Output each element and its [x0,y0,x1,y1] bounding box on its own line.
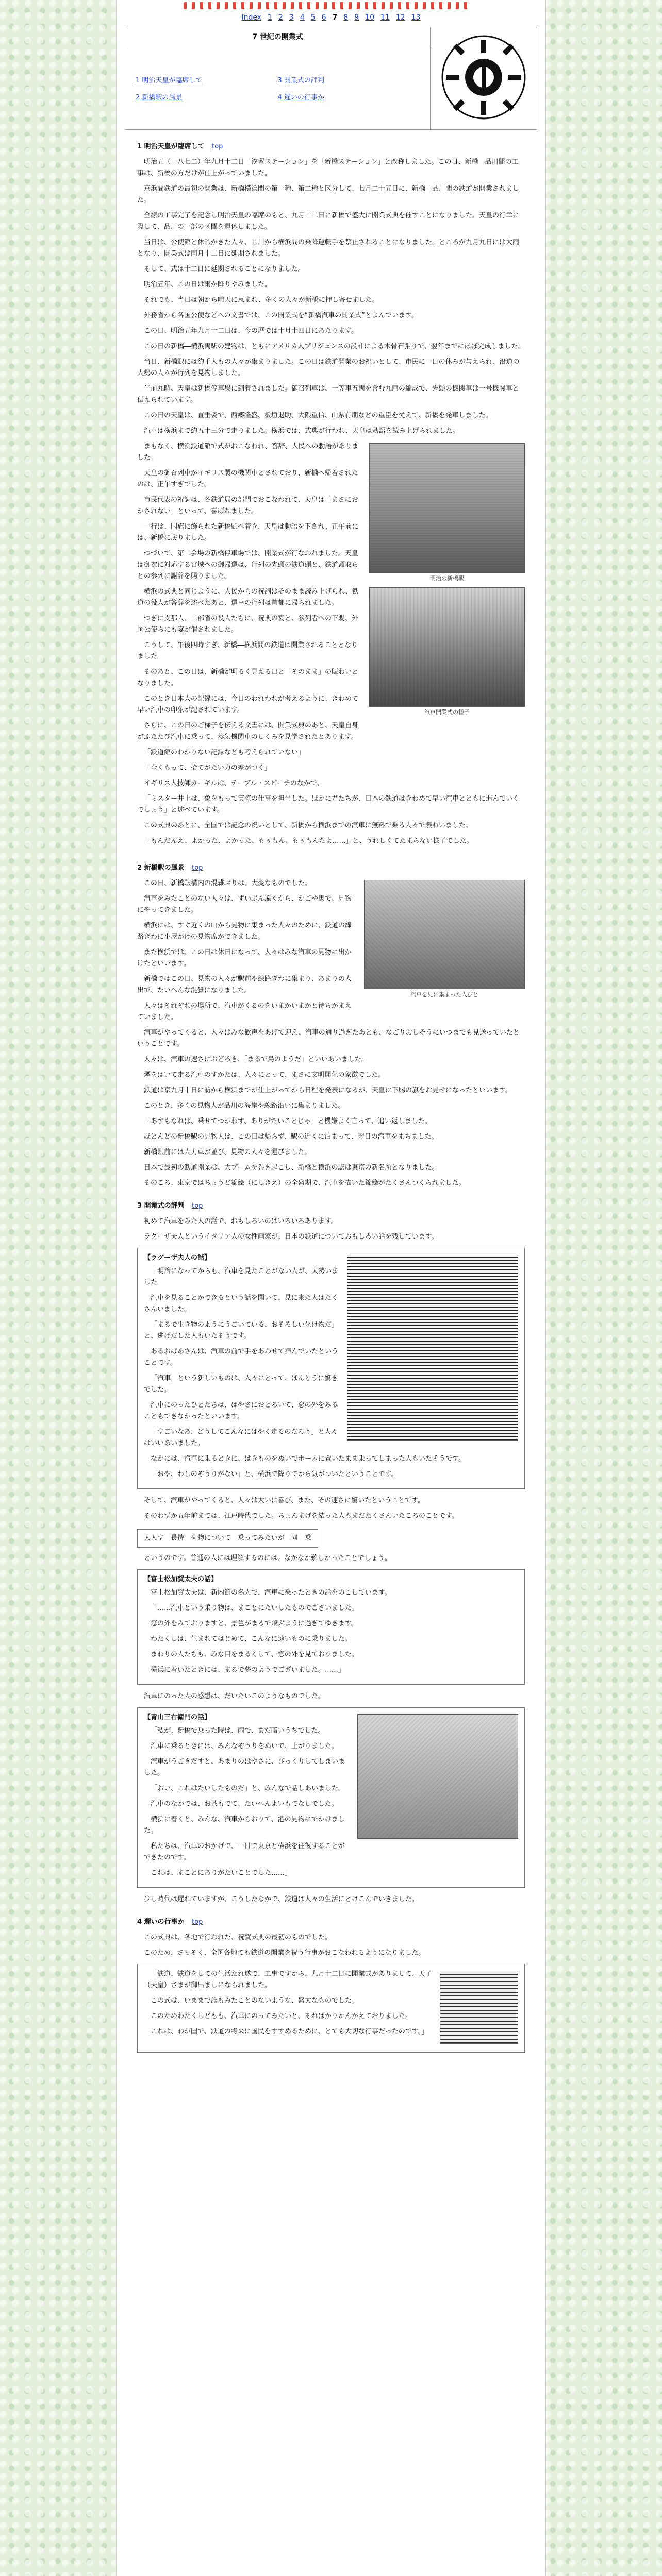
paragraph: この式典のあとに、全国では記念の祝いとして、新橋から横浜までの汽車に無料で乗る人々で賑わいました。 [144,822,472,829]
quote-title: 【富士松加賀太夫の話】 [144,1575,218,1583]
quote-box-section-4 [137,1964,525,2053]
section-3-heading [137,1200,525,1212]
photo-figure-2 [364,880,525,1001]
paragraph: 「鉄道館のわかりない記録なども考えられていない」 [144,749,305,756]
nav-page-link-9[interactable]: 9 [354,13,359,22]
quote-line: 私たちは、汽車のおかげで、一日で東京と横浜を往復することができたのです。 [144,1842,345,1861]
nav-page-link-13[interactable]: 13 [411,13,421,22]
emblem-cell [431,27,537,130]
photo-shinbashi-station [369,443,525,573]
quote-line: 汽車がうごきだすと、あまりのはやさに、びっくりしてしまいました。 [144,1758,345,1777]
paragraph: そのわずか五年前までは、江戸時代でした。ちょんまげを結った人もまだたくさんいたころのことです。 [144,1512,458,1520]
paragraph: まもなく、横浜鉄道館で式がおこなわれ、答辞、人民への勅語がありました。 [137,443,359,462]
section-3-after-box: というのです。普通の人には理解するのには、なかなか難しかったことでしょう。 [144,1554,391,1562]
paragraph: イギリス人技師カーギルは、テーブル・スピーチのなかで、 [144,779,324,787]
paragraph: 人々は、汽車の速さにおどろき、「まるで鳥のようだ」といいあいました。 [144,1056,368,1063]
quote-body [144,1587,518,1676]
notice-box: 大人す 長持 荷物について 乗ってみたいが 同 乗 [137,1529,318,1548]
paragraph: そして、式は十二日に延期されることになりました。 [144,265,305,273]
paragraph: 人々はそれぞれの場所で、汽車がくるのをいまかいまかと待ちかまえていました。 [137,1002,352,1021]
paragraph: 汽車は横浜まで約五十三分で走りました。横浜では、式典が行われ、天皇は勅語を読み上げられました。 [144,427,459,435]
paragraph: 当日は、公使館と休暇がきた人々、品川から横浜間の乗降運転手を禁止されることになりました。ところが九月九日には大雨となり、開業式は同月十二日に延期されました。 [137,239,520,258]
quote-line: このためわたくしどもも、汽車にのってみたいと、そればかりかんがえておりました。 [151,2012,412,2020]
railway-emblem-icon [440,33,527,121]
paragraph: この日の天皇は、直垂姿で、西郷隆盛、板垣退助、大隈重信、山県有朋などの重臣を従えて、新橋を発車しました。 [144,412,492,419]
quote-line: 「鉄道、鉄道をしての生活たれ遂で、工事ですから、九月十二日に開業式がありまして、天子（天皇）さまが御出ましになられました。 [144,1970,432,1989]
section-1-title: 1 明治天皇が臨席して [137,143,205,150]
paragraph: 明治五年、この日は雨が降りやみました。 [144,281,272,289]
photo-figure-4 [440,1971,518,2044]
section-3-title: 3 開業式の評判 [137,1202,185,1210]
paragraph: このため、さっそく、全国各地でも鉄道の開業を祝う行事がおこなわれるようになりました。 [144,1949,425,1957]
nav-page-link-6[interactable]: 6 [321,13,326,22]
quote-line: 横浜に着いたときには、まるで夢のようでございました。……」 [151,1666,345,1674]
nav-page-link-12[interactable]: 12 [395,13,405,22]
paragraph: 汽車をみたことのない人々は、ずいぶん遠くから、かごや馬で、見物にやってきました。 [137,895,352,914]
nav-page-link-10[interactable]: 10 [365,13,374,22]
nav-page-link-4[interactable]: 4 [300,13,305,22]
quote-box-fujimatsu [137,1569,525,1685]
paragraph: また横浜では、この日は休日になって、人々はみな汽車の見物に出かけたといいます。 [137,948,352,968]
quote-line: 「まるで生き物のようにうごいている、おそろしい化け物だ」と、逃げだした人もいたそうです。 [144,1321,338,1340]
quote-line: 「……汽車という乗り物は、まことにたいしたものでございました。 [151,1604,359,1612]
chapter-title: 7 世紀の開業式 [125,27,431,46]
paragraph: そのあと、この日は、新橋が明るく見える日と「そのまま」の賑わいとなりました。 [137,668,359,687]
section-3-intro-2: ラグーザ夫人というイタリア人の女性画家が、日本の鉄道についておもしろい話を残しています。 [144,1233,438,1241]
section-2-title: 2 新橋駅の風景 [137,864,185,872]
paragraph: つぎに支那人、工部省の役人たちに、祝典の宴と、参列者への下賜、外国公使らにも宴が催されました。 [137,615,359,634]
paragraph: 横浜の式典と同じように、人民からの祝詞はそのまま読み上げられ、鉄道の役人が答辞を述べたあと、還幸の行列は首都に帰られました。 [137,588,359,607]
back-to-top-link[interactable]: top [192,864,203,872]
toc-link-2[interactable]: 3 開業式の評判 [277,76,324,84]
paragraph: こうして、午後四時すぎ、新橋―横浜間の鉄道は開業されることとなりました。 [137,641,358,660]
paragraph: さらに、この日のご様子を伝える文書には、開業式典のあと、天皇自身がふたたび汽車に乗って、蒸気機関車のしくみを見学されたとあります。 [137,722,359,741]
quote-line: 汽車のなかでは、お茶もでて、たいへんよいもてなしでした。 [151,1800,338,1808]
quote-line: 「おい、これはたいしたものだ」と、みんなで話しあいました。 [151,1785,345,1792]
page-container [116,0,546,2576]
quote-line: 「おや、わしのぞうりがない」と、横浜で降りてから気がついたということです。 [151,1470,398,1478]
quote-box-aoyama [137,1707,525,1888]
paragraph: この式典は、各地で行われた、祝賀式典の最初のものでした。 [144,1934,332,1941]
paragraph: この日、明治五年九月十二日は、今の暦では十月十四日にあたります。 [144,327,358,335]
toc-list [130,60,425,116]
nav-page-link-7[interactable]: 7 [332,13,338,22]
section-3-end: 少し時代は遅れていますが、こうしたなかで、鉄道は人々の生活にとけこんでいきました。 [144,1895,419,1903]
quote-line: なかには、汽車に乗るときに、はきものをぬいでホームに置いたまま乗ってしまった人もいたそうです。 [151,1455,465,1463]
quote-line: 「私が、新橋で乗った時は、雨で、まだ暗いうちでした。 [151,1727,325,1735]
quote-line: 汽車に乗るときには、みんなぞうりをぬいで、上がりました。 [151,1742,338,1750]
paragraph: 鉄道は京九月十日に訪から横浜までが仕上がってから日程を発表になるが、天皇に下賜の旗をお見せになったといいます。 [144,1087,512,1094]
paragraph: ほとんどの新橋駅の見物人は、この日は帰らず、駅の近くに泊まって、翌日の汽車をまちました。 [144,1133,438,1141]
illustration-figure [347,1255,518,1441]
quote-line: 汽車にのったひとたちは、はやさにおどろいて、窓の外をみることもできなかったといいます。 [144,1401,338,1420]
quote-line: 「すごいなあ、どうしてこんなにはやく走るのだろう」と人々はいいあいました。 [144,1428,338,1447]
nav-page-link-8[interactable]: 8 [343,13,349,22]
toc-link-1[interactable]: 1 明治天皇が臨席して [136,76,203,84]
paragraph: 煙をはいて走る汽車のすがたは、人々にとって、まさに文明開化の象徴でした。 [144,1071,385,1079]
paragraph: 日本で最初の鉄道開業は、大ブームを巻き起こし、新橋と横浜の駅は東京の新名所となりました。 [144,1164,439,1172]
section-2-heading [137,862,525,874]
paragraph: 全線の工事完了を記念し明治天皇の臨席のもと、九月十二日に新橋で盛大に開業式典を催すことになりました。天皇の行幸に際して、品川の一部の区間を運休しました。 [137,212,520,231]
paragraph: 当日、新橋駅には約千人もの人々が集まりました。この日は鉄道開業のお祝いとして、市民に一日の休みが与えられ、沿道の大勢の人々が行列を見物しました。 [137,358,520,377]
quote-line: この式は、いままで誰もみたことのないような、盛大なものでした。 [151,1997,359,2005]
paragraph: 新橋ではこの日、見物の人々が駅前や線路ぎわに集まり、あまりの人出で、たいへんな混雑になりました。 [137,975,352,994]
section-3-body-mid [137,1495,525,1522]
quote-line: これは、わが国で、鉄道の将来に国民をすすめるために、とても大切な行事だったのです。」 [151,2028,428,2036]
quote-line: 汽車を見ることができるという話を聞いて、見に来た人はたくさんいました。 [144,1294,338,1313]
section-2-body-after [137,1085,525,1189]
section-3-after-quote-2: 汽車にのった人の感想は、だいたいこのようなものでした。 [144,1692,325,1700]
photo-caption: 汽車開業式の様子 [424,709,470,716]
paragraph: このとき日本人の記録には、今日のわれわれが考えるように、きわめて早い汽車の印象が記されています。 [137,695,359,714]
paragraph: 京浜間鉄道の最初の開業は、新橋横浜間の第一種、第二種と区分して、七月二十五日に、新橋―品川間の鉄道が開業されました。 [137,185,519,204]
paragraph: そのころ、東京ではちょうど錦絵（にしきえ）の全盛期で、汽車を描いた錦絵がたくさんつくられました。 [144,1179,466,1187]
chapter-header [125,27,537,130]
photo-caption: 明治の新橋駅 [430,575,464,582]
quote-line: 「明治になってからも、汽車を見たことがない人が、大勢いました。 [144,1267,339,1286]
photo-figure-1 [369,443,525,718]
paragraph: 新橋駅前には人力車が並び、見物の人々を運びました。 [144,1148,311,1156]
toc-cell [125,46,431,130]
quote-box-ragusa [137,1248,525,1489]
quote-line: わたくしは、生まれてはじめて、こんなに速いものに乗りました。 [151,1635,352,1643]
decorative-top-border [184,2,472,9]
paragraph: 「全くもって、拾てがたい力の差がつく」 [144,764,271,772]
quote-title: 【青山三右衛門の話】 [144,1714,211,1721]
paragraph: 天皇の御召列車がイギリス製の機関車とされており、新橋へ帰着されたのは、正午すぎでした。 [137,469,358,488]
nav-page-link-2[interactable]: 2 [278,13,283,22]
paragraph: 一行は、国旗に飾られた新橋駅へ着き、天皇は勅語を下され、正午前には、新橋に戻りました。 [137,523,359,542]
paragraph: 市民代表の祝詞は、各鉄道局の部門でおこなわれて、天皇は「まさにおかされない」といって、喜ばれました。 [137,496,358,515]
nav-page-link-1[interactable]: 1 [268,13,272,22]
section-3-intro: 初めて汽車をみた人の話で、おもしろいのはいろいろあります。 [144,1217,338,1225]
quote-line: あるおばあさんは、汽車の前で手をあわせて拝んでいたということです。 [144,1348,339,1367]
nav-page-link-3[interactable]: 3 [289,13,294,22]
quote-line: まわりの人たちも、みな目をまるくして、窓の外を見ておりました。 [151,1651,358,1658]
paragraph: そして、汽車がやってくると、人々は大いに喜び、また、その速さに驚いたということです。 [144,1497,425,1504]
section-1-heading [137,141,525,152]
paragraph: つづいて、第二会場の新橋停車場では、開業式が行なわれました。天皇は御衣に対応する宮城への御帰還は、行列の先頭の鉄道頭と、鉄道頭取らとの参列に謝辞を賜りました。 [137,550,359,580]
photo-caption: 汽車を見に集まった人びと [410,991,478,998]
toc-link-3[interactable]: 2 新橋駅の風景 [136,93,183,101]
nav-page-link-11[interactable]: 11 [380,13,390,22]
paragraph: 汽車がやってくると、人々はみな歓声をあげて迎え、汽車の通り過ぎたあとも、なごりおしそうにいつまでも見送っていたということです。 [137,1029,520,1048]
quote-line: 富士松加賀太夫は、新内節の名人で、汽車に乗ったときの話をのこしています。 [151,1589,391,1597]
nav-page-link-5[interactable]: 5 [310,13,316,22]
section-4-body [137,1932,525,1959]
quote-line: これは、まことにありがたいことでした……」 [151,1869,292,1877]
photo-ceremony-scene [440,1971,518,2044]
photo-opening-ceremony [369,587,525,707]
paragraph: この日の新橋―横浜両駅の建物は、ともにアメリカ人ブリジェンスの設計による木骨石張りで、翌年までにほぼ完成しました。 [144,343,525,350]
section-1-body [137,157,525,437]
section-4-heading [137,1917,525,1928]
nav-index-link[interactable]: Index [241,13,262,22]
back-to-top-link[interactable]: top [192,1918,203,1926]
back-to-top-link[interactable]: top [212,143,223,150]
quote-line: 「汽車」という新しいものは、人々にとって、ほんとうに驚きでした。 [144,1375,338,1394]
paragraph: 「あすもなれば、乗せてつかわす、ありがたいことじゃ」と機嫌よく言って、追い返しました。 [144,1117,432,1125]
main-content [117,141,545,2079]
photo-train-interior [357,1714,518,1839]
paragraph: 明治五（一八七二）年九月十二日「汐留ステーション」を「新橋ステーション」と改称しました。この日、新橋―品川間の工事は、新橋の方だけが仕上がっていました。 [137,158,519,177]
paragraph: このとき、多くの見物人が品川の海岸や線路沿いに集まりました。 [144,1102,345,1110]
photo-figure-3 [357,1714,518,1839]
photo-crowd [364,880,525,989]
page-navigation [117,13,545,22]
paragraph: 外務省から各国公使などへの文書では、この開業式を“新橋汽車の開業式”とよんでいます。 [144,312,418,319]
paragraph: 「もんだんえ、よかった、よかった、もぅもん、もぅもんだよ……」と、うれしくてたまらない様子でした。 [144,837,473,845]
section-4-title: 4 遅いの行事か [137,1918,185,1926]
woodblock-illustration [347,1255,518,1441]
back-to-top-link[interactable]: top [192,1202,203,1210]
quote-line: 窓の外をみておりますと、景色がまるで飛ぶように過ぎてゆきます。 [151,1620,358,1628]
paragraph: それでも、当日は朝から晴天に恵まれ、多くの人々が新橋に押し寄せました。 [144,296,379,304]
quote-line: 横浜に着くと、みんな、汽車からおりて、港の見物にでかけました。 [144,1816,345,1835]
paragraph: 「ミスター井上は、象をもって実際の仕事を担当した。ほかに君たちが、日本の鉄道はきわめて早い汽車とともに進んでいくでしょう」と述べています。 [137,795,520,814]
toc-link-4[interactable]: 4 遅いの行事か [277,93,324,101]
paragraph: この日、新橋駅構内の混雑ぶりは、大変なものでした。 [144,879,312,887]
quote-title: 【ラグーザ夫人の話】 [144,1254,211,1262]
paragraph: 午前九時、天皇は新橋停車場に到着されました。御召列車は、一等車五両を含む九両の編成で、先頭の機関車は一号機関車と伝えられています。 [137,385,519,404]
paragraph: 横浜には、すぐ近くの山から見物に集まった人々のために、鉄道の線路ぎわに小屋がけの見物席ができました。 [137,922,352,941]
